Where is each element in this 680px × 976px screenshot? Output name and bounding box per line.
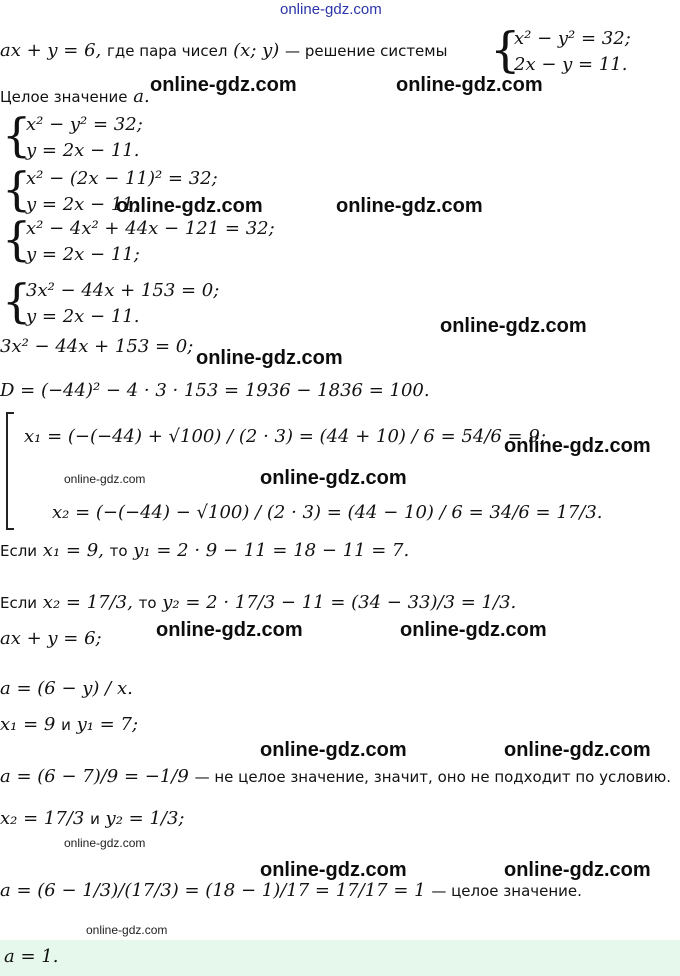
task-line xyxy=(0,86,150,108)
watermark: online-gdz.com xyxy=(196,347,343,369)
if-word-2: Если xyxy=(0,594,38,612)
and-word-2: и xyxy=(90,810,100,828)
if-word-1: Если xyxy=(0,542,38,560)
then-word-1: то xyxy=(109,542,128,560)
a2-comment: — целое значение. xyxy=(431,882,582,900)
problem-text-2: — решение системы xyxy=(285,42,448,60)
a2-value: a = (6 − 1/3)/(17/3) = (18 − 1)/17 = 17/17 = 1 xyxy=(0,880,426,901)
system-4-eq2: y = 2x − 11. xyxy=(26,306,140,327)
problem-system-brace: { xyxy=(490,22,521,78)
watermark: online-gdz.com xyxy=(504,435,651,457)
problem-pair: (x; y) xyxy=(233,40,280,61)
if-x1-line xyxy=(0,540,409,562)
case-2-y: y₂ = 1/3; xyxy=(105,808,185,829)
root-x1: x₁ = (−(−44) + √100) / (2 · 3) = (44 + 10) / 6 = 54/6 = 9; xyxy=(24,426,546,447)
watermark-small: online-gdz.com xyxy=(86,923,168,937)
a1-line xyxy=(0,766,671,788)
watermark: online-gdz.com xyxy=(260,739,407,761)
watermark: online-gdz.com xyxy=(336,195,483,217)
problem-line xyxy=(0,40,447,62)
problem-text: где пара чисел xyxy=(107,42,228,60)
task-var: a. xyxy=(133,86,150,107)
answer-box xyxy=(0,940,680,976)
a2-line xyxy=(0,880,582,902)
case-1-y: y₁ = 7; xyxy=(76,714,139,735)
system-3-eq2: y = 2x − 11; xyxy=(26,244,140,265)
watermark: online-gdz.com xyxy=(260,859,407,881)
case-1-line xyxy=(0,714,138,736)
answer-text: a = 1. xyxy=(4,946,59,967)
quadratic-equation: 3x² − 44x + 153 = 0; xyxy=(0,336,194,357)
top-watermark: online-gdz.com xyxy=(280,1,382,18)
system-1-eq1: x² − y² = 32; xyxy=(26,114,143,135)
if-x2: x₂ = 17/3, xyxy=(42,592,133,613)
case-1-x: x₁ = 9 xyxy=(0,714,56,735)
a-expression: a = (6 − y) / x. xyxy=(0,678,133,699)
axy-equation: ax + y = 6; xyxy=(0,628,102,649)
watermark: online-gdz.com xyxy=(504,859,651,881)
watermark: online-gdz.com xyxy=(260,467,407,489)
problem-equation: ax + y = 6, xyxy=(0,40,102,61)
watermark: online-gdz.com xyxy=(156,619,303,641)
watermark: online-gdz.com xyxy=(440,315,587,337)
then-word-2: то xyxy=(138,594,157,612)
case-2-x: x₂ = 17/3 xyxy=(0,808,85,829)
system-1-eq2: y = 2x − 11. xyxy=(26,140,140,161)
root-x2: x₂ = (−(−44) − √100) / (2 · 3) = (44 − 10) / 6 = 34/6 = 17/3. xyxy=(52,502,603,523)
watermark-small: online-gdz.com xyxy=(64,836,146,850)
watermark: online-gdz.com xyxy=(116,195,263,217)
watermark: online-gdz.com xyxy=(150,74,297,96)
system-1-brace: { xyxy=(2,108,32,162)
if-x2-line xyxy=(0,592,516,614)
y2-result: y₂ = 2 · 17/3 − 11 = (34 − 33)/3 = 1/3. xyxy=(162,592,517,613)
problem-system-eq2: 2x − y = 11. xyxy=(514,54,628,75)
system-2-eq2: y = 2x − 11; xyxy=(26,194,140,215)
problem-system-eq1: x² − y² = 32; xyxy=(514,28,631,49)
system-4-brace: { xyxy=(2,274,32,328)
y1-result: y₁ = 2 · 9 − 11 = 18 − 11 = 7. xyxy=(133,540,410,561)
discriminant: D = (−44)² − 4 · 3 · 153 = 1936 − 1836 = 100. xyxy=(0,380,430,401)
watermark: online-gdz.com xyxy=(396,74,543,96)
system-2-brace: { xyxy=(2,162,32,216)
watermark: online-gdz.com xyxy=(504,739,651,761)
system-3-eq1: x² − 4x² + 44x − 121 = 32; xyxy=(26,218,275,239)
system-4-eq1: 3x² − 44x + 153 = 0; xyxy=(26,280,220,301)
if-x1: x₁ = 9, xyxy=(42,540,104,561)
a1-comment: — не целое значение, значит, оно не подходит по условию. xyxy=(194,768,671,786)
watermark-small: online-gdz.com xyxy=(64,472,146,486)
watermark: online-gdz.com xyxy=(400,619,547,641)
system-3-brace: { xyxy=(2,212,32,266)
a1-value: a = (6 − 7)/9 = −1/9 xyxy=(0,766,189,787)
system-2-eq1: x² − (2x − 11)² = 32; xyxy=(26,168,218,189)
and-word-1: и xyxy=(61,716,71,734)
roots-bracket xyxy=(6,412,14,530)
task-text: Целое значение xyxy=(0,88,128,106)
case-2-line xyxy=(0,808,185,830)
